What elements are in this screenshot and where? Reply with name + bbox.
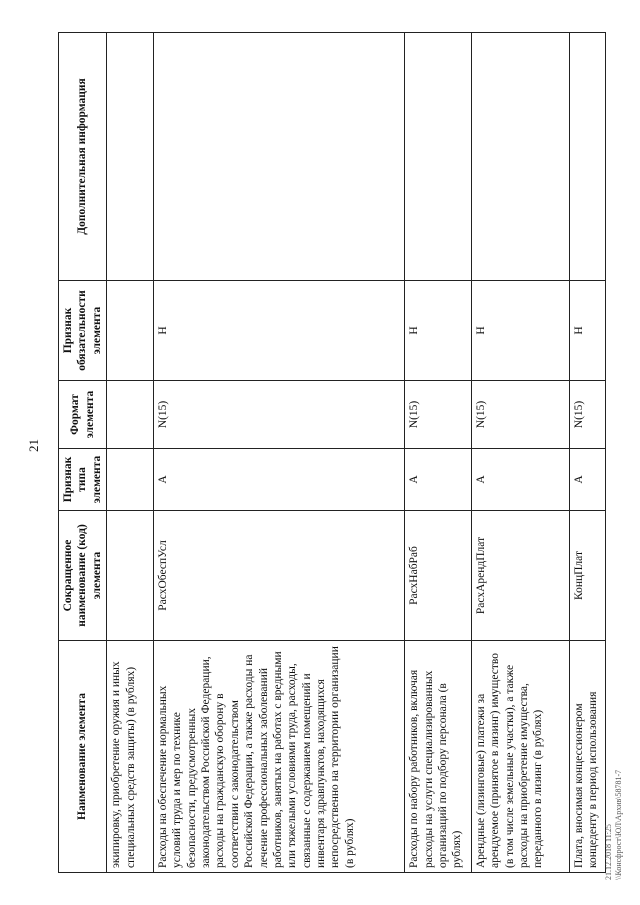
cell-required: Н <box>471 281 569 381</box>
cell-type: А <box>153 449 404 511</box>
cell-code <box>107 511 154 641</box>
cell-required: Н <box>569 281 605 381</box>
header-code: Сокращенное наименование (код) элемента <box>59 511 107 641</box>
cell-required <box>107 281 154 381</box>
cell-format: N(15) <box>405 381 472 449</box>
header-type: Признак типа элемента <box>59 449 107 511</box>
cell-info <box>405 33 472 281</box>
cell-required: Н <box>153 281 404 381</box>
stamp-date: 21.12.2018 11:25 <box>604 824 613 880</box>
table-row <box>107 33 154 873</box>
cell-name: Плата, вносимая концессионером концеденту в период использования <box>569 641 605 873</box>
document-stamp <box>604 770 623 880</box>
cell-format: N(15) <box>471 381 569 449</box>
cell-code: РасхНабРаб <box>405 511 472 641</box>
cell-info <box>153 33 404 281</box>
header-required: Признак обязательности элемента <box>59 281 107 381</box>
rotated-table-container <box>58 33 606 873</box>
cell-format: N(15) <box>569 381 605 449</box>
cell-code: РасхАрендПлат <box>471 511 569 641</box>
table-row <box>471 33 569 873</box>
cell-code: РасхОбеспУсл <box>153 511 404 641</box>
cell-type: А <box>569 449 605 511</box>
cell-code: КонцПлат <box>569 511 605 641</box>
cell-format <box>107 381 154 449</box>
cell-name: Расходы на обеспечение нормальных условий труда и мер по технике безопасности, предусмотренных законодательством Российской Федерации, расходы на гражданскую оборону в соответствии с законодательством Российской Федерации, а также расходы на лечение профессиональных заболеваний работников, занятых на работах с вредными или тяжелыми условиями труда, расходы, связанные с содержанием помещений и инвентаря здравпунктов, находящихся непосредственно на территории организации (в рублях) <box>153 641 404 873</box>
page-number: 21 <box>26 439 41 452</box>
table-row <box>569 33 605 873</box>
cell-type <box>107 449 154 511</box>
cell-name: Расходы по набору работников, включая расходы на услуги специализированных организаций по подбору персонала (в рублях) <box>405 641 472 873</box>
table-row <box>405 33 472 873</box>
cell-format: N(15) <box>153 381 404 449</box>
cell-name: экипировку, приобретение оружия и иных специальных средств защиты) (в рублях) <box>107 641 154 873</box>
cell-info <box>471 33 569 281</box>
table-row <box>153 33 404 873</box>
cell-info <box>569 33 605 281</box>
stamp-path: \\Консфрост\ЮЛ\Архив\58781-7 <box>613 769 623 880</box>
header-format: Формат элемента <box>59 381 107 449</box>
header-info: Дополнительная информация <box>59 33 107 281</box>
cell-type: А <box>405 449 472 511</box>
cell-name: Арендные (лизинговые) платежи за арендуемое (принятое в лизинг) имущество (в том числе земельные участки), а также расходы на приобретение имущества, переданного в лизинг (в рублях) <box>471 641 569 873</box>
header-name: Наименование элемента <box>59 641 107 873</box>
table-header-row <box>59 33 107 873</box>
elements-table <box>58 32 606 873</box>
cell-type: А <box>471 449 569 511</box>
cell-info <box>107 33 154 281</box>
cell-required: Н <box>405 281 472 381</box>
